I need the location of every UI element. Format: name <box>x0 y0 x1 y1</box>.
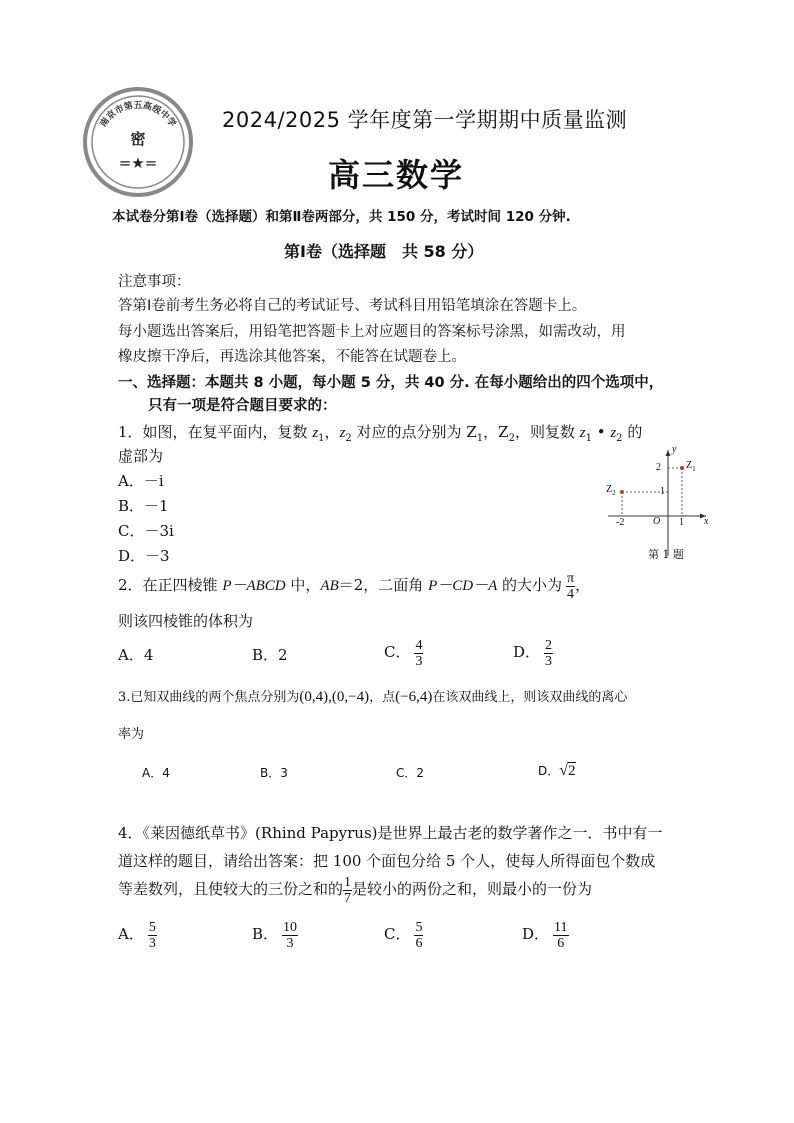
q1-complex-plane-figure <box>598 444 718 562</box>
exam-title: 2024/2025 学年度第一学期期中质量监测 <box>222 108 628 132</box>
fig-tick-y1: 1 <box>660 486 665 497</box>
q1-stem-line-2: 虚部为 <box>118 447 164 465</box>
fig-caption: 第 1 题 <box>648 548 684 561</box>
fig-tick-x1: 1 <box>679 517 684 528</box>
q3-option-b: B．3 <box>260 766 288 780</box>
q3-stem-line-2: 率为 <box>118 727 145 742</box>
fig-x-axis-label: x <box>704 516 709 527</box>
notes-line-3: 橡皮擦干净后，再选涂其他答案，不能答在试题卷上。 <box>118 349 466 365</box>
q3-stem: 3.已知双曲线的两个焦点分别为(0,4),(0,−4)，点(−6,4)在该双曲线上，则该双曲线的离心 <box>118 689 628 705</box>
section-1-heading: 一、选择题：本题共 8 小题，每小题 5 分，共 40 分. 在每小题给出的四个选项中， <box>118 375 664 391</box>
q1-option-b: B．－1 <box>118 497 169 515</box>
school-seal <box>82 86 194 198</box>
q2-stem: 2．在正四棱锥 P－ABCD 中，AB＝2，二面角 P－CD－A 的大小为 $\frac{\pi}{4}$ ， <box>118 570 591 602</box>
q3-option-a: A．4 <box>142 766 170 780</box>
q1-option-d: D．－3 <box>118 547 170 565</box>
notes-heading: 注意事项： <box>118 274 191 290</box>
subject-title: 高三数学 <box>328 156 465 194</box>
seal-ring-text: 南京市第五高级中学 <box>98 100 178 130</box>
q2-stem-line-2: 则该四棱锥的体积为 <box>118 612 254 630</box>
q2-option-c: C． $\frac{4}{3}$ <box>384 637 423 669</box>
q1-stem: 1．如图，在复平面内，复数 $z_1$，$z_2$ 对应的点分别为 $Z_1$，$Z_2$，则复数 $z_1$ • $z_2$ 的 <box>118 423 643 444</box>
q3-option-d: D．√2 <box>538 762 576 779</box>
seal-center-text: 密 <box>130 130 146 148</box>
notes-line-2: 每小题选出答案后，用铅笔把答题卡上对应题目的答案标号涂黑，如需改动，用 <box>118 324 626 340</box>
q2-option-b: B．2 <box>252 646 288 664</box>
seal-star-text: =★= <box>118 154 158 172</box>
q4-stem-line-1: 4．《莱因德纸草书》(Rhind Papyrus)是世界上最古老的数学著作之一．书中有一 <box>118 824 663 842</box>
q2-option-d: D． $\frac{2}{3}$ <box>513 637 553 669</box>
section-1-subheading: 只有一项是符合题目要求的： <box>148 398 337 414</box>
fig-tick-xm2: -2 <box>616 517 625 528</box>
q4-option-d: D． $\frac{11}{6}$ <box>522 919 568 951</box>
q4-option-c: C． $\frac{5}{6}$ <box>384 919 423 951</box>
fig-tick-y2: 2 <box>656 462 661 473</box>
q4-option-a: A． $\frac{5}{3}$ <box>118 919 156 951</box>
q4-stem-line-3: 等差数列，且使较大的三份之和的 $\frac{1}{7}$ 是较小的两份之和，则最小的一份为 <box>118 874 593 906</box>
q4-stem-line-2: 道这样的题目，请给出答案：把 100 个面包分给 5 个人，使每人所得面包个数成 <box>118 852 656 870</box>
exam-intro: 本试卷分第Ⅰ卷（选择题）和第Ⅱ卷两部分，共 150 分，考试时间 120 分钟. <box>112 209 571 225</box>
q2-option-a: A．4 <box>118 646 154 664</box>
q1-option-c: C．－3i <box>118 522 174 540</box>
q3-option-c: C．2 <box>396 766 425 780</box>
fig-z1-label: $Z_1$ <box>686 460 696 473</box>
fig-z2-label: $Z_2$ <box>606 484 616 497</box>
q1-option-a: A．－i <box>118 472 164 490</box>
q2-fraction: $\frac{\pi}{4}$ <box>567 570 575 602</box>
fig-origin-label: O <box>653 516 661 527</box>
svg-text:南京市第五高级中学 <box>97 99 179 129</box>
notes-line-1: 答第Ⅰ卷前考生务必将自己的考试证号、考试科目用铅笔填涂在答题卡上。 <box>118 298 587 314</box>
point-z2 <box>620 490 624 494</box>
fig-y-axis-label: y <box>672 444 677 455</box>
q4-option-b: B． $\frac{10}{3}$ <box>252 919 298 951</box>
point-z1 <box>680 466 684 470</box>
part-title: 第Ⅰ卷（选择题 共 58 分） <box>284 242 484 261</box>
